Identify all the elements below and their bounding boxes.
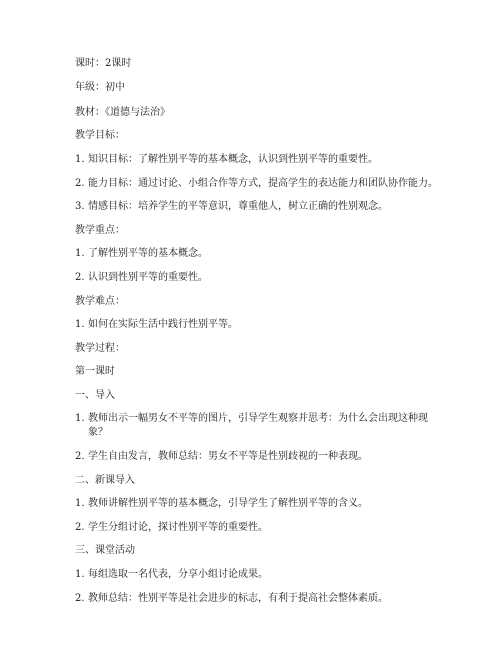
item-number: 2. — [75, 178, 85, 189]
key-point-item — [75, 271, 435, 285]
item-number: 1. — [75, 248, 85, 259]
item-text: 学生自由发言，教师总结：男女不平等是性别歧视的一种表现。 — [88, 451, 368, 462]
objective-item — [75, 200, 435, 214]
lesson-title: 第一课时 — [75, 366, 115, 377]
item-number: 2. — [75, 451, 85, 462]
process-heading: 教学过程： — [75, 343, 125, 354]
item-number: 2. — [75, 272, 85, 283]
item-text: 了解性别平等的基本概念。 — [88, 248, 208, 259]
item-text: 学生分组讨论，探讨性别平等的重要性。 — [88, 522, 268, 533]
process-item — [75, 450, 435, 464]
item-number: 1. — [75, 319, 85, 330]
process-item — [75, 568, 435, 582]
item-text: 每组选取一名代表，分享小组讨论成果。 — [88, 569, 268, 580]
item-text: 教师出示一幅男女不平等的图片，引导学生观察并思考：为什么会出现这种现象？ — [88, 413, 428, 438]
textbook-line: 教材：《道德与法治》 — [75, 107, 170, 118]
process-item — [75, 521, 435, 535]
item-number: 3. — [75, 201, 85, 212]
period-line: 课时：2课时 — [75, 58, 132, 69]
process-item — [75, 412, 435, 440]
process-item — [75, 497, 435, 511]
item-text: 知识目标：了解性别平等的基本概念，认识到性别平等的重要性。 — [88, 154, 378, 165]
key-points-heading: 教学重点： — [75, 225, 125, 236]
section-title: 一、导入 — [75, 390, 115, 401]
key-point-item — [75, 247, 435, 261]
objective-item — [75, 153, 435, 167]
difficulty-item — [75, 318, 435, 332]
item-text: 能力目标：通过讨论、小组合作等方式，提高学生的表达能力和团队协作能力。 — [88, 178, 438, 189]
item-number: 2. — [75, 522, 85, 533]
item-text: 如何在实际生活中践行性别平等。 — [88, 319, 238, 330]
item-number: 1. — [75, 569, 85, 580]
grade-line: 年级：初中 — [75, 82, 125, 93]
item-number: 1. — [75, 498, 85, 509]
item-number: 1. — [75, 154, 85, 165]
section-title: 三、课堂活动 — [75, 545, 135, 556]
item-text: 教师总结：性别平等是社会进步的标志，有利于提高社会整体素质。 — [88, 593, 388, 604]
item-text: 认识到性别平等的重要性。 — [88, 272, 208, 283]
difficulties-heading: 教学难点： — [75, 296, 125, 307]
objectives-heading: 教学目标： — [75, 130, 125, 141]
objective-item — [75, 177, 438, 191]
item-text: 教师讲解性别平等的基本概念，引导学生了解性别平等的含义。 — [88, 498, 368, 509]
item-number: 2. — [75, 593, 85, 604]
process-item — [75, 592, 435, 606]
section-title: 二、新课导入 — [75, 475, 135, 486]
item-text: 情感目标：培养学生的平等意识，尊重他人，树立正确的性别观念。 — [88, 201, 388, 212]
item-number: 1. — [75, 413, 85, 424]
